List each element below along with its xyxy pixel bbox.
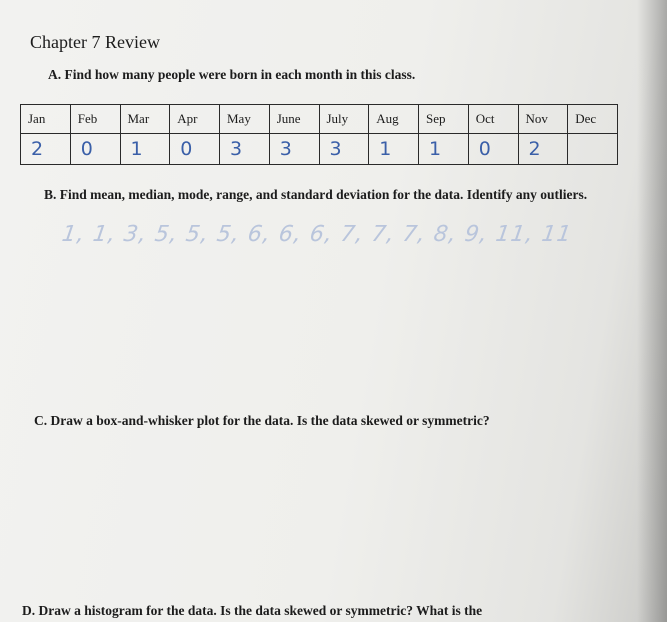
month-count-row xyxy=(21,134,618,165)
month-count-cell: 3 xyxy=(319,134,369,165)
month-header-cell: Jan xyxy=(21,105,71,134)
month-count-cell: 0 xyxy=(70,134,120,165)
month-count-cell: 3 xyxy=(220,134,270,165)
month-header-cell: Aug xyxy=(369,105,419,134)
month-header-cell: Dec xyxy=(568,105,618,134)
month-header-cell: Sep xyxy=(419,105,469,134)
chapter-title: Chapter 7 Review xyxy=(30,32,160,52)
month-count-cell xyxy=(568,134,618,165)
month-count-cell: 0 xyxy=(170,134,220,165)
month-count-cell: 3 xyxy=(269,134,319,165)
month-count-cell: 2 xyxy=(518,134,568,165)
month-header-cell: Oct xyxy=(468,105,518,134)
question-c: C. Draw a box-and-whisker plot for the data. Is the data skewed or symmetric? xyxy=(34,413,490,428)
handwritten-data-list: 1, 1, 3, 5, 5, 5, 6, 6, 6, 7, 7, 7, 8, 9, 11, 11 xyxy=(60,222,574,247)
page-edge-shadow xyxy=(637,0,667,622)
month-count-cell: 0 xyxy=(468,134,518,165)
month-header-row xyxy=(21,105,618,134)
question-a: A. Find how many people were born in each month in this class. xyxy=(48,67,416,82)
month-count-cell: 1 xyxy=(120,134,170,165)
birth-month-table xyxy=(20,104,618,165)
month-header-cell: Mar xyxy=(120,105,170,134)
question-b: B. Find mean, median, mode, range, and standard deviation for the data. Identify any outliers. xyxy=(44,187,588,202)
month-count-cell: 1 xyxy=(419,134,469,165)
month-count-cell: 1 xyxy=(369,134,419,165)
month-header-cell: June xyxy=(269,105,319,134)
month-header-cell: May xyxy=(220,105,270,134)
month-header-cell: Feb xyxy=(70,105,120,134)
month-header-cell: July xyxy=(319,105,369,134)
month-header-cell: Apr xyxy=(170,105,220,134)
month-count-cell: 2 xyxy=(21,134,71,165)
question-d: D. Draw a histogram for the data. Is the data skewed or symmetric? What is the xyxy=(22,603,483,618)
month-header-cell: Nov xyxy=(518,105,568,134)
